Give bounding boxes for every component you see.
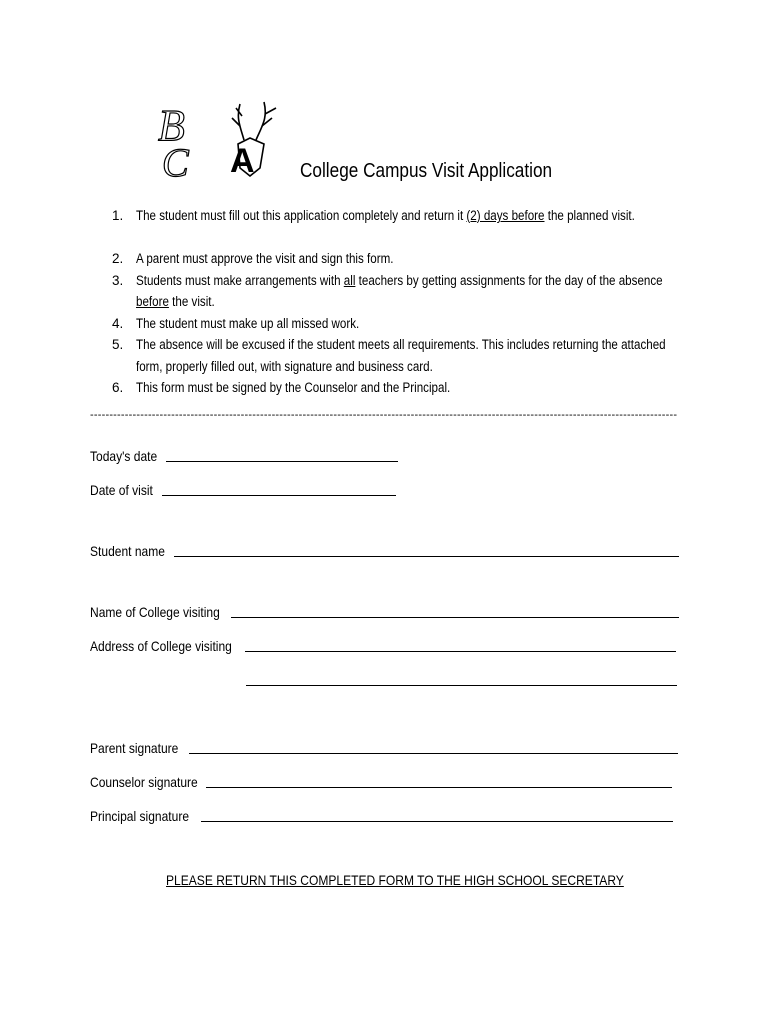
rule-text: This form must be signed by the Counselor and the Principal. [136, 380, 451, 395]
principal-signature-field [90, 804, 205, 824]
list-item [112, 377, 692, 399]
college-address-field [90, 634, 255, 654]
list-number: 5. [112, 337, 124, 352]
field-label: Today's date [90, 448, 158, 464]
svg-text:C: C [162, 140, 189, 184]
college-name-line[interactable] [231, 617, 679, 618]
todays-date-field [90, 444, 168, 464]
list-number: 6. [112, 380, 124, 395]
list-number: 3. [112, 272, 124, 288]
school-logo [152, 96, 284, 184]
field-label: Name of College visiting [90, 604, 220, 620]
field-label: Parent signature [90, 740, 179, 756]
list-item [112, 248, 692, 270]
college-address-line-1[interactable] [245, 651, 676, 652]
student-name-line[interactable] [174, 556, 679, 557]
date-of-visit-field [90, 478, 163, 498]
list-number: 4. [112, 315, 124, 331]
rule-text: The student must make up all missed work. [136, 315, 360, 331]
rule-text: Students must make arrangements with all teachers by getting assignments for the day of the absence before the visit. [136, 272, 663, 309]
list-item [112, 205, 692, 248]
list-number: 1. [112, 208, 124, 223]
list-item [112, 334, 692, 377]
counselor-signature-field [90, 770, 215, 790]
counselor-signature-line[interactable] [206, 787, 672, 788]
svg-text:B: B [158, 101, 185, 150]
college-name-field [90, 600, 241, 620]
list-item [112, 270, 692, 313]
instructions-list [112, 205, 692, 399]
parent-signature-line[interactable] [189, 753, 678, 754]
date-of-visit-line[interactable] [162, 495, 396, 496]
student-name-field [90, 539, 177, 559]
rule-text: A parent must approve the visit and sign this form. [136, 251, 394, 266]
college-address-line-2[interactable] [246, 685, 677, 686]
principal-signature-line[interactable] [201, 821, 673, 822]
parent-signature-field [90, 736, 193, 756]
rule-text: The student must fill out this application completely and return it (2) days before the planned visit. [136, 208, 635, 223]
field-label: Date of visit [90, 482, 153, 498]
page-title: College Campus Visit Application [300, 160, 553, 182]
field-label: Address of College visiting [90, 638, 232, 654]
field-label: Counselor signature [90, 774, 198, 790]
list-item [112, 313, 692, 335]
list-number: 2. [112, 251, 124, 266]
todays-date-line[interactable] [166, 461, 398, 462]
field-label: Student name [90, 543, 165, 559]
svg-text:A: A [230, 142, 255, 180]
return-instructions: PLEASE RETURN THIS COMPLETED FORM TO THE HIGH SCHOOL SECRETARY [166, 872, 624, 888]
field-label: Principal signature [90, 808, 190, 824]
rule-text: The absence will be excused if the student meets all requirements. This includes returning the attached form, properly filled out, with signature and business card. [136, 337, 666, 374]
separator-line: -------------------------------------------------------------------------------------------------------------------------------------------------------- [90, 409, 678, 421]
